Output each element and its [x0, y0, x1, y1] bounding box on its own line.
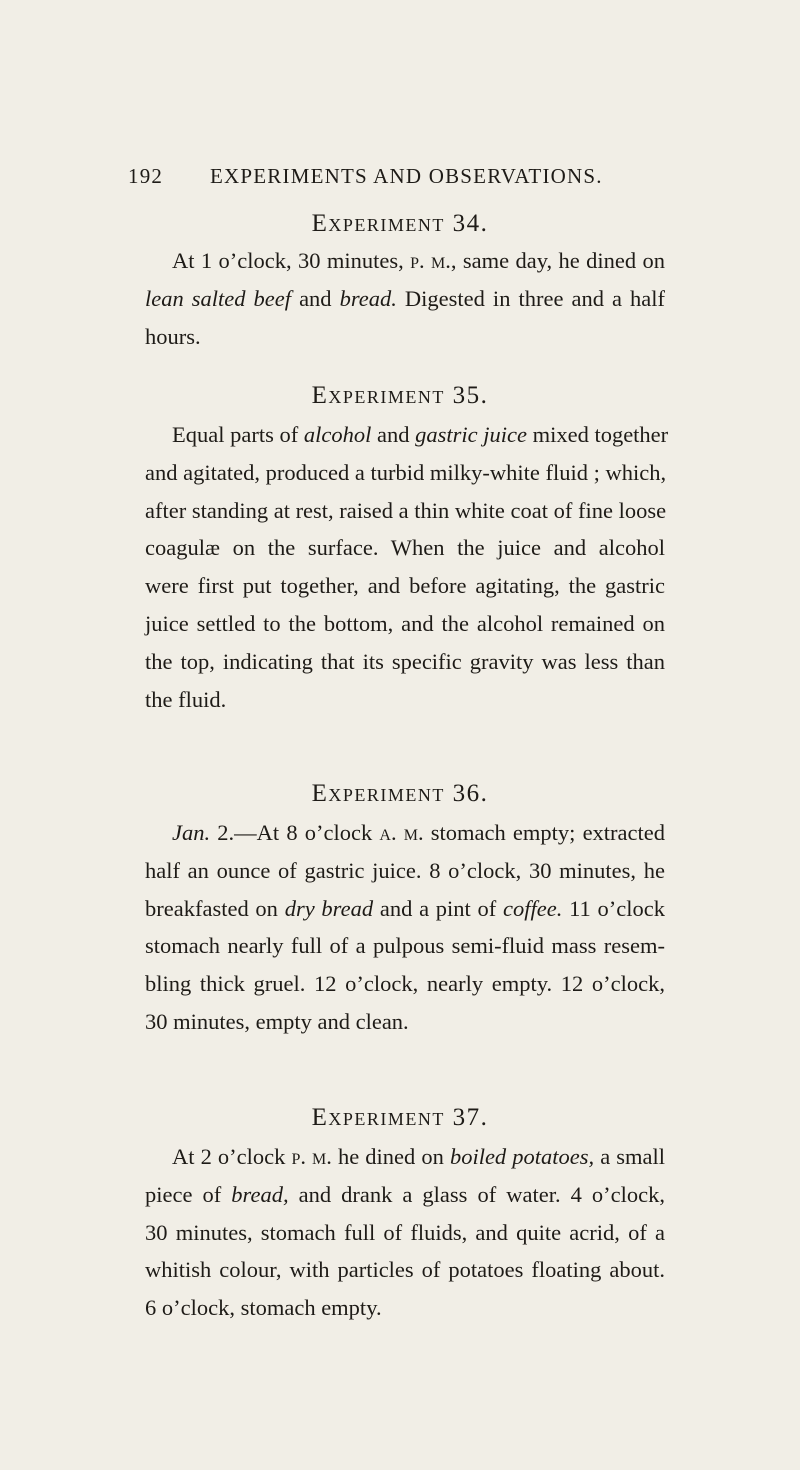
- running-head: [128, 164, 688, 194]
- text-line: At 2 o’clock p. m. he dined on boiled potatoes, a small: [172, 1144, 666, 1169]
- text-line: 30 minutes, empty and clean.: [145, 1008, 409, 1034]
- text-line: coagulæ on the surface. When the juice and alcohol: [145, 535, 665, 561]
- page-number: 192: [128, 164, 164, 188]
- text-line: hours.: [145, 323, 201, 349]
- text-line: breakfasted on dry bread and a pint of coffee. 11 o’clock: [145, 895, 665, 921]
- experiment-36-paragraph: [145, 814, 665, 1041]
- text-line: lean salted beef and bread. Digested in three and a half: [145, 285, 665, 311]
- experiment-35-heading: Experiment 35.: [311, 382, 489, 409]
- text-line: bling thick gruel. 12 o’clock, nearly empty. 12 o’clock,: [145, 971, 665, 997]
- text-line: 30 minutes, stomach full of fluids, and quite acrid, of a: [145, 1219, 665, 1245]
- text-line: Jan. 2.—At 8 o’clock a. m. stomach empty; extracted: [172, 820, 666, 845]
- text-line: piece of bread, and drank a glass of water. 4 o’clock,: [145, 1181, 665, 1207]
- experiment-35-paragraph: [145, 416, 669, 718]
- text-line: juice settled to the bottom, and the alcohol remained on: [145, 610, 665, 636]
- experiment-37-heading: Experiment 37.: [311, 1104, 489, 1131]
- experiment-36-heading: Experiment 36.: [311, 780, 489, 807]
- running-title: EXPERIMENTS AND OBSERVATIONS.: [210, 164, 603, 188]
- text-line: whitish colour, with particles of potatoes floating about.: [145, 1257, 665, 1283]
- text-line: half an ounce of gastric juice. 8 o’clock, 30 minutes, he: [145, 857, 665, 883]
- experiment-34-paragraph: [145, 242, 665, 355]
- text-line: stomach nearly full of a pulpous semi-fluid mass resem-: [145, 933, 665, 959]
- text-line: Equal parts of alcohol and gastric juice mixed together: [172, 422, 669, 447]
- text-line: after standing at rest, raised a thin white coat of fine loose: [145, 497, 667, 523]
- text-line: and agitated, produced a turbid milky-white fluid ; which,: [145, 459, 667, 485]
- text-line: At 1 o’clock, 30 minutes, p. m., same day, he dined on: [172, 248, 666, 273]
- experiment-37-paragraph: [145, 1138, 665, 1327]
- text-line: 6 o’clock, stomach empty.: [145, 1295, 382, 1321]
- text-line: the top, indicating that its specific gravity was less than: [145, 648, 665, 674]
- experiment-34-heading: Experiment 34.: [311, 210, 489, 237]
- text-line: the fluid.: [145, 686, 227, 712]
- text-line: were first put together, and before agitating, the gastric: [145, 573, 665, 599]
